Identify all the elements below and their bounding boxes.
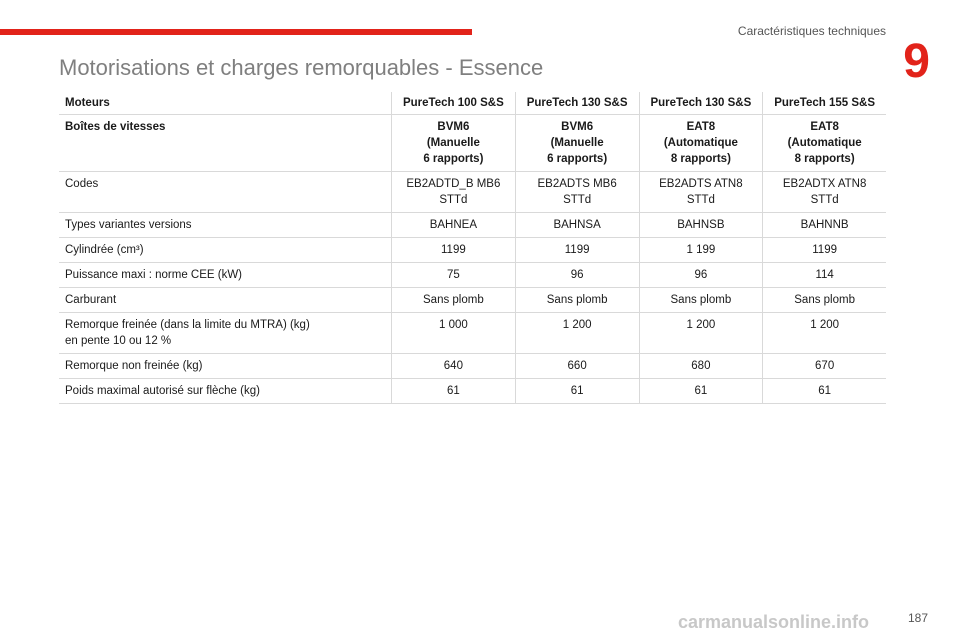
table-cell: BAHNNB (763, 213, 886, 238)
row-label: Puissance maxi : norme CEE (kW) (59, 263, 392, 288)
row-label: Codes (59, 172, 392, 213)
row-label: Cylindrée (cm³) (59, 238, 392, 263)
table-cell: 1 200 (763, 313, 886, 354)
table-cell: 1 200 (639, 313, 763, 354)
column-header: PureTech 130 S&S (515, 92, 639, 115)
table-cell: 96 (639, 263, 763, 288)
table-cell: 1 199 (639, 238, 763, 263)
row-label: Poids maximal autorisé sur flèche (kg) (59, 379, 392, 404)
chapter-number: 9 (903, 35, 930, 88)
page-title: Motorisations et charges remorquables - Essence (59, 55, 544, 80)
table-cell: 1 200 (515, 313, 639, 354)
table-cell: BAHNSB (639, 213, 763, 238)
table-cell: EAT8 (Automatique 8 rapports) (639, 115, 763, 172)
table-cell: 1 000 (392, 313, 516, 354)
table-cell: Sans plomb (392, 288, 516, 313)
table-row (59, 213, 886, 238)
table-cell: 114 (763, 263, 886, 288)
column-header: Moteurs (59, 92, 392, 115)
table-row (59, 379, 886, 404)
table-cell: EB2ADTX ATN8 STTd (763, 172, 886, 213)
row-label: Remorque non freinée (kg) (59, 354, 392, 379)
table-row (59, 238, 886, 263)
table-row (59, 288, 886, 313)
table-row (59, 354, 886, 379)
table-cell: BVM6 (Manuelle 6 rapports) (515, 115, 639, 172)
watermark: carmanualsonline.info (678, 612, 870, 632)
table-cell: EB2ADTS MB6 STTd (515, 172, 639, 213)
table-cell: EB2ADTD_B MB6 STTd (392, 172, 516, 213)
table-cell: 96 (515, 263, 639, 288)
table-row (59, 263, 886, 288)
table-row (59, 313, 886, 354)
table-cell: EB2ADTS ATN8 STTd (639, 172, 763, 213)
specifications-table (59, 92, 886, 404)
table-cell: 75 (392, 263, 516, 288)
table-cell: 61 (763, 379, 886, 404)
table-body (59, 115, 886, 404)
row-label: Carburant (59, 288, 392, 313)
table-cell: 61 (392, 379, 516, 404)
table-row (59, 172, 886, 213)
row-label: Remorque freinée (dans la limite du MTRA) (kg) en pente 10 ou 12 % (59, 313, 392, 354)
table-cell: 680 (639, 354, 763, 379)
table-cell: 1199 (515, 238, 639, 263)
table-cell: 660 (515, 354, 639, 379)
table-cell: 61 (639, 379, 763, 404)
table-cell: Sans plomb (639, 288, 763, 313)
table-cell: 1199 (763, 238, 886, 263)
column-header: PureTech 100 S&S (392, 92, 516, 115)
table-cell: 640 (392, 354, 516, 379)
table-cell: BAHNEA (392, 213, 516, 238)
table-cell: BAHNSA (515, 213, 639, 238)
page-number: 187 (907, 611, 928, 625)
table-cell: EAT8 (Automatique 8 rapports) (763, 115, 886, 172)
column-header: PureTech 130 S&S (639, 92, 763, 115)
header-accent-bar (0, 29, 472, 35)
table-cell: 61 (515, 379, 639, 404)
row-label: Boîtes de vitesses (59, 115, 392, 172)
table-cell: BVM6 (Manuelle 6 rapports) (392, 115, 516, 172)
section-label: Caractéristiques techniques (737, 24, 886, 38)
column-header: PureTech 155 S&S (763, 92, 886, 115)
table-row (59, 115, 886, 172)
table-cell: Sans plomb (515, 288, 639, 313)
row-label: Types variantes versions (59, 213, 392, 238)
table-cell: 1199 (392, 238, 516, 263)
table-header-row (59, 92, 886, 115)
table-cell: 670 (763, 354, 886, 379)
table-cell: Sans plomb (763, 288, 886, 313)
